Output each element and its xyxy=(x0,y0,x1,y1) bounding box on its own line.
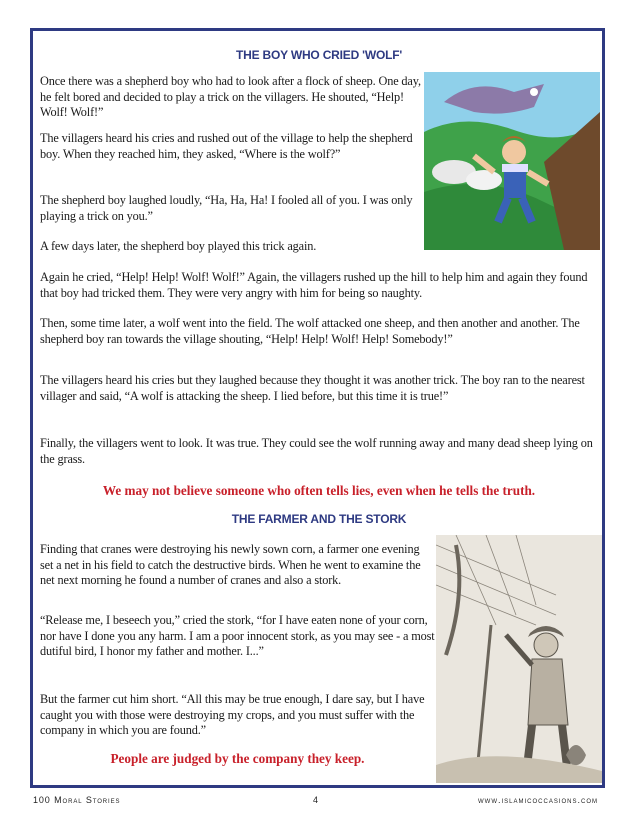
story1-paragraph-4: A few days later, the shepherd boy played this trick again. xyxy=(40,239,317,253)
story1-paragraph-5: Again he cried, “Help! Help! Wolf! Wolf!” Again, the villagers rushed up the hill to help him and again they found that boy had tricked them. They were very angry with him for being so naughty. xyxy=(40,270,588,300)
story2-paragraph-1: Finding that cranes were destroying his newly sown corn, a farmer one evening set a net in his field to catch the destructive birds. When he went to examine the net next morning he found a number of cranes and also a stork. xyxy=(40,542,421,587)
story2-paragraph-3: But the farmer cut him short. “All this may be true enough, I dare say, but I have caught you with those were destroying my crops, and you must suffer with the company in which you are found.” xyxy=(40,692,425,737)
illustration-farmer-with-net xyxy=(436,535,602,783)
footer-website: www.islamicoccasions.com xyxy=(478,795,598,805)
story1-paragraph-3: The shepherd boy laughed loudly, “Ha, Ha, Ha! I fooled all of you. I was only playing a trick on you.” xyxy=(40,193,413,223)
story1-paragraph-7: The villagers heard his cries but they laughed because they thought it was another trick. The boy ran to the nearest villager and said, “A wolf is attacking the sheep. I lied before, but this time it is true!” xyxy=(40,373,585,403)
story1-paragraph-1: Once there was a shepherd boy who had to look after a flock of sheep. One day, he felt bored and decided to play a trick on the villagers. He shouted, “Help! Wolf! Wolf!” xyxy=(40,74,421,119)
story2-moral: People are judged by the company they keep. xyxy=(110,751,365,766)
story-title-farmer-and-stork: THE FARMER AND THE STORK xyxy=(231,512,407,526)
story1-paragraph-2: The villagers heard his cries and rushed out of the village to help the shepherd boy. When they reached him, they asked, “Where is the wolf?” xyxy=(40,131,413,161)
footer-book-title: 100 Moral Stories xyxy=(33,795,121,805)
story1-paragraph-8: Finally, the villagers went to look. It was true. They could see the wolf running away and many dead sheep lying on the grass. xyxy=(40,436,593,466)
story2-paragraph-2: “Release me, I beseech you,” cried the stork, “for I have eaten none of your corn, nor have I done you any harm. I am a poor innocent stork, as you may see - a most dutiful bird, I honor my father and mother. I...” xyxy=(40,613,435,658)
story1-paragraph-6: Then, some time later, a wolf went into the field. The wolf attacked one sheep, and then another and another. The shepherd boy ran towards the village shouting, “Help! Help! Wolf! Help! Somebody!” xyxy=(40,316,580,346)
story-title-boy-who-cried-wolf: THE BOY WHO CRIED 'WOLF' xyxy=(235,48,402,62)
illustration-shepherd-boy-wolf xyxy=(424,72,600,250)
footer-page-number: 4 xyxy=(313,795,319,805)
story1-moral: We may not believe someone who often tells lies, even when he tells the truth. xyxy=(102,483,536,498)
